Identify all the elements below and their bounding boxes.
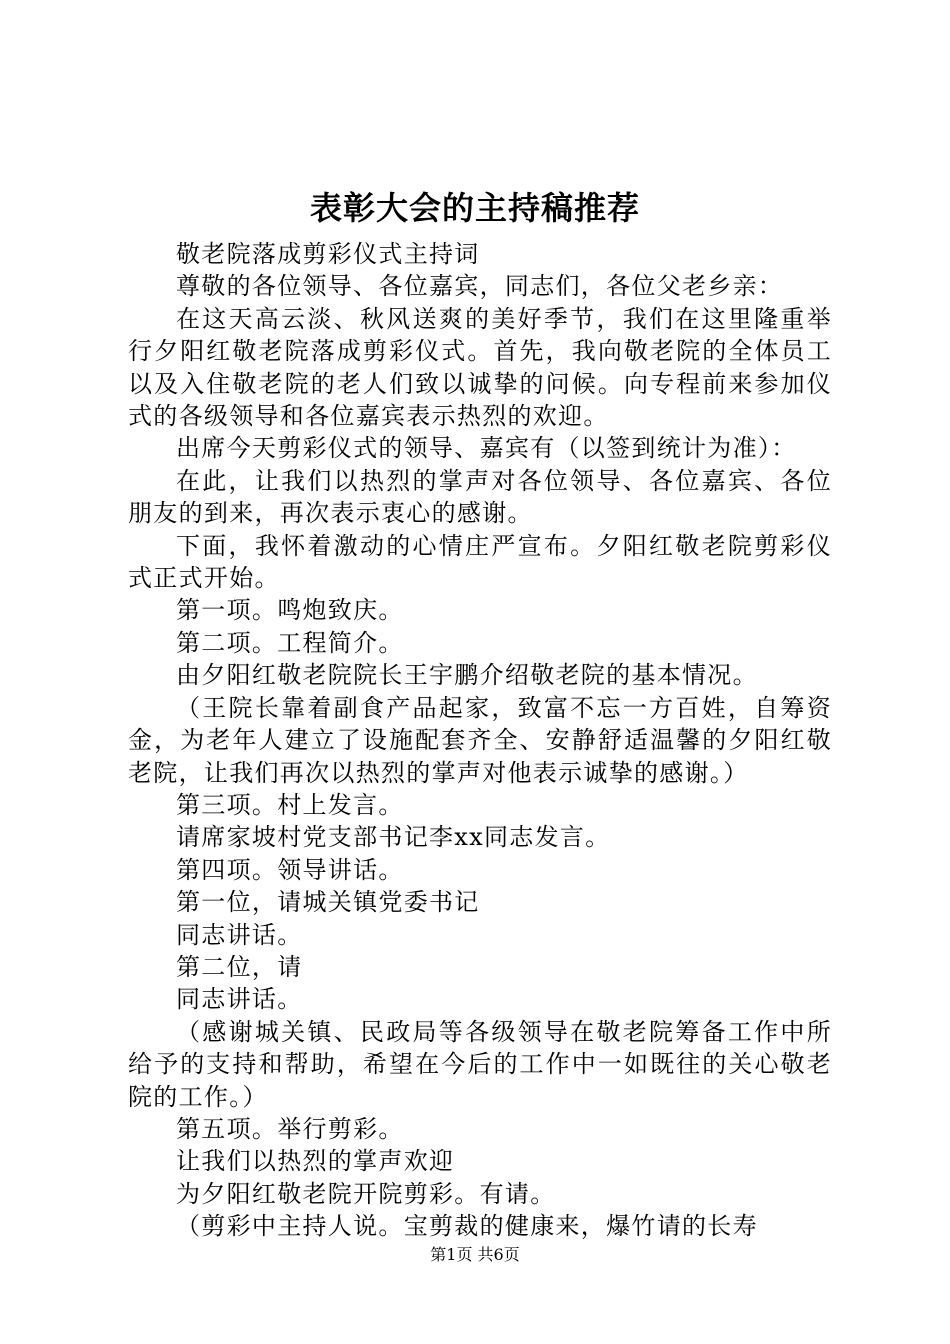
paragraph: 同志讲话。 — [176, 985, 303, 1014]
page-number-footer: 第1页 共6页 — [430, 1245, 520, 1264]
paragraph: 在这天高云淡、秋风送爽的美好季节，我们在这里隆重举行夕阳红敬老院落成剪彩仪式。首先，我向敬老院的全体员工以及入住敬老院的老人们致以诚挚的问候。向专程前来参加仪式的各级领导和各位嘉宾表示热烈的欢迎。 — [128, 304, 832, 431]
document-title: 表彰大会的主持稿推荐 — [309, 189, 640, 227]
paragraph: 请席家坡村党支部书记李xx同志发言。 — [176, 823, 611, 852]
paragraph: 第三项。村上发言。 — [176, 790, 404, 819]
paragraph: 第一项。鸣炮致庆。 — [176, 596, 404, 625]
paragraph: 第四项。领导讲话。 — [176, 855, 404, 884]
paragraph: 第一位，请城关镇党委书记 — [176, 888, 480, 917]
paragraph: 同志讲话。 — [176, 920, 303, 949]
paragraph: 第五项。举行剪彩。 — [176, 1114, 404, 1143]
paragraph: 第二位，请 — [176, 952, 303, 981]
paragraph: （感谢城关镇、民政局等各级领导在敬老院筹备工作中所给予的支持和帮助，希望在今后的工作中一如既往的关心敬老院的工作。） — [128, 1017, 832, 1111]
document-body — [128, 238, 832, 1243]
paragraph: 出席今天剪彩仪式的领导、嘉宾有（以签到统计为准）： — [176, 434, 797, 463]
paragraph: （剪彩中主持人说。宝剪裁的健康来，爆竹请的长寿 — [176, 1212, 758, 1241]
paragraph: 由夕阳红敬老院院长王宇鹏介绍敬老院的基本情况。 — [176, 661, 758, 690]
paragraph: 敬老院落成剪彩仪式主持词 — [176, 240, 480, 268]
paragraph: 为夕阳红敬老院开院剪彩。有请。 — [176, 1179, 556, 1208]
paragraph: 下面，我怀着激动的心情庄严宣布。夕阳红敬老院剪彩仪式正式开始。 — [128, 531, 832, 593]
paragraph: （王院长靠着副食产品起家，致富不忘一方百姓，自筹资金，为老年人建立了设施配套齐全、安静舒适温馨的夕阳红敬老院，让我们再次以热烈的掌声对他表示诚挚的感谢。） — [128, 693, 832, 787]
paragraph: 尊敬的各位领导、各位嘉宾，同志们，各位父老乡亲： — [176, 272, 784, 301]
paragraph: 第二项。工程简介。 — [176, 628, 404, 657]
paragraph: 让我们以热烈的掌声欢迎 — [176, 1147, 455, 1176]
paragraph: 在此，让我们以热烈的掌声对各位领导、各位嘉宾、各位朋友的到来，再次表示衷心的感谢。 — [128, 466, 832, 528]
